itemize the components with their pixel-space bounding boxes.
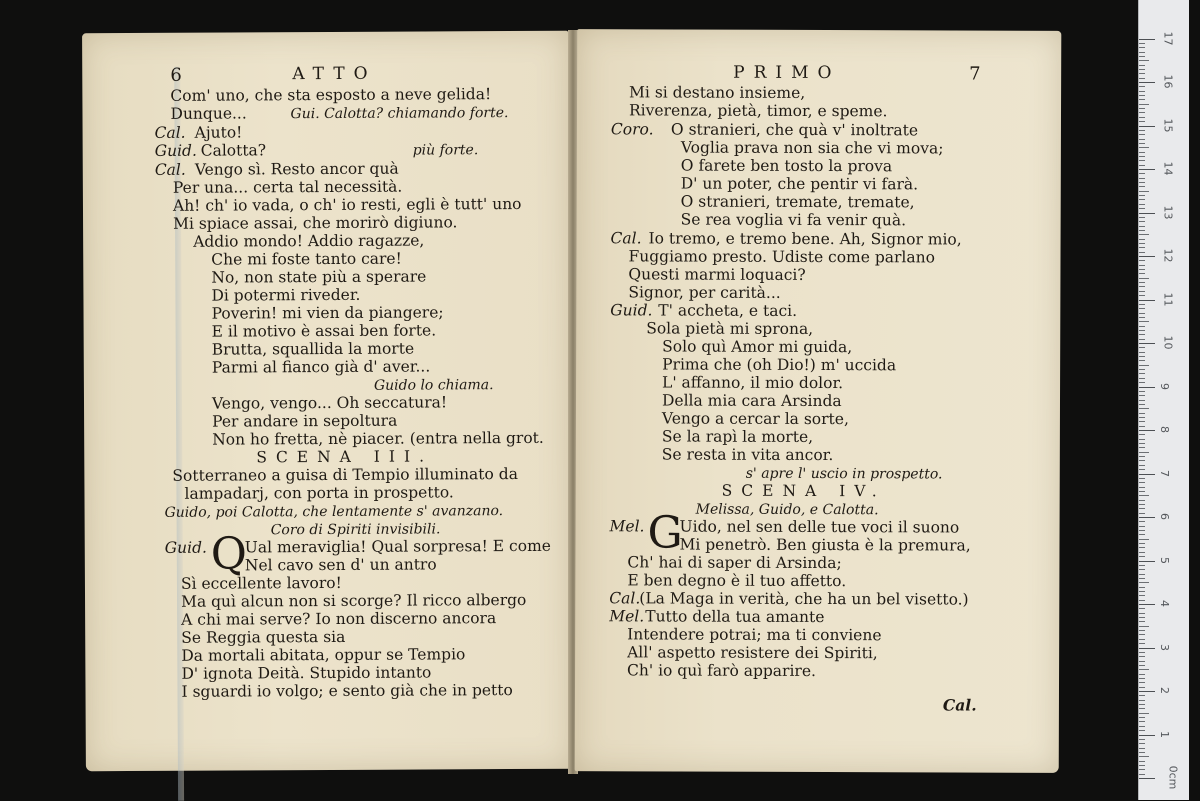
text-line: Tutto della tua amante [645,607,825,627]
ruler-tick [1139,143,1145,144]
ruler-tick [1139,713,1149,714]
ruler-tick [1139,765,1145,766]
ruler-tick [1139,373,1145,374]
ruler-tick [1139,160,1145,161]
ruler-tick [1139,321,1149,322]
ruler-tick [1139,717,1145,718]
ruler-tick [1139,743,1145,744]
ruler-tick [1139,173,1145,174]
ruler-label: 14 [1161,161,1175,176]
ruler-tick [1139,739,1145,740]
text-line: Fuggiamo presto. Udiste come parlano [628,247,936,267]
ruler-tick [1139,65,1145,66]
text-line: Riverenza, pietà, timor, e speme. [628,101,888,121]
ruler-tick [1139,169,1155,170]
ruler-label: 2 [1158,687,1171,694]
ruler-tick [1139,291,1145,292]
ruler-tick [1139,643,1145,644]
ruler-tick [1139,330,1145,331]
ruler-tick [1139,495,1149,496]
catchword: Cal. [942,695,977,715]
left-page [82,31,572,772]
ruler-label: 12 [1161,248,1175,263]
ruler-tick [1139,195,1145,196]
right-page-number: 7 [969,63,981,85]
ruler-tick [1139,39,1155,40]
speaker-label: Cal. [154,160,186,179]
text-line: Ajuto! [194,123,243,142]
text-line: Parmi al fianco già d' aver... [211,357,431,377]
ruler-tick [1139,221,1145,222]
text-line: Sola pietà mi sprona, [646,319,814,338]
ruler-tick [1139,526,1145,527]
ruler-tick [1139,513,1145,514]
stage-direction: Guido, poi Calotta, che lentamente s' avanzano. [164,503,504,521]
ruler-tick [1139,634,1145,635]
ruler-tick [1139,269,1145,270]
speaker-label: Cal. [154,123,186,142]
text-line: Uido, nel sen delle tue voci il suono [679,517,960,537]
ruler-tick [1139,482,1145,483]
text-line: Non ho fretta, nè piacer. (entra nella grot. [212,428,544,449]
text-line: O stranieri, che quà v' inoltrate [670,120,919,140]
ruler-tick [1139,239,1145,240]
ruler-tick [1139,591,1145,592]
ruler-tick [1139,56,1145,57]
ruler-tick [1139,404,1145,405]
ruler-tick [1139,82,1155,83]
ruler-tick [1139,334,1145,335]
ruler-label: 4 [1158,600,1171,607]
ruler-tick [1139,613,1145,614]
ruler-tick [1139,391,1145,392]
ruler-tick [1139,395,1145,396]
text-line: Sì eccellente lavoro! [180,573,342,593]
text-line: Se la rapì la morte, [661,427,814,446]
ruler-tick [1139,360,1145,361]
stage-direction: Gui. Calotta? chiamando forte. [290,105,509,123]
text-line: Io tremo, e tremo bene. Ah, Signor mio, [648,229,962,249]
text-line: lampadarj, con porta in prospetto. [184,483,454,503]
ruler-tick [1139,652,1145,653]
ruler-tick [1139,552,1145,553]
text-line: Di potermi riveder. [211,285,361,305]
text-line: Nel cavo sen d' un antro [244,555,437,575]
ruler-tick [1139,682,1145,683]
ruler-tick [1139,252,1145,253]
ruler-tick [1139,578,1145,579]
ruler-tick [1139,700,1145,701]
text-line: Vengo sì. Resto ancor quà [194,159,399,179]
ruler-tick [1139,774,1145,775]
ruler-tick [1139,317,1145,318]
text-line: Mi spiace assai, che morirò digiuno. [173,213,458,233]
ruler-tick [1139,278,1149,279]
ruler-tick [1139,604,1155,605]
text-line: Ch' hai di saper di Arsinda; [627,553,842,573]
ruler-tick [1139,99,1145,100]
text-line: Ual meraviglia! Qual sorpresa! E come [244,536,551,557]
ruler-tick [1139,530,1145,531]
ruler-label: 17 [1161,31,1175,45]
ruler-tick [1139,778,1155,779]
ruler-label: 8 [1158,426,1171,433]
ruler-tick [1139,504,1145,505]
ruler-label: 11 [1161,292,1175,306]
ruler-tick [1139,413,1145,414]
ruler-tick [1139,669,1149,670]
ruler-tick [1139,426,1145,427]
text-line: Se resta in vita ancor. [661,445,834,465]
left-running-head: ATTO [292,63,377,85]
ruler-tick [1139,617,1145,618]
speaker-label: Cal. [610,229,642,248]
ruler-tick [1139,69,1145,70]
text-line: D' ignota Deità. Stupido intanto [181,663,432,683]
speaker-label: Mel. [609,517,645,536]
ruler-label: 3 [1158,643,1171,651]
ruler-tick [1139,556,1145,557]
ruler-tick [1139,365,1149,366]
ruler-tick [1139,500,1145,501]
ruler-tick [1139,382,1145,383]
text-line: Questi marmi loquaci? [628,265,806,284]
ruler-tick [1139,417,1145,418]
speaker-label: Cal. [609,589,641,608]
speaker-label: Mel. [609,607,645,626]
text-line: L' affanno, il mio dolor. [662,373,844,393]
ruler-tick [1139,104,1149,105]
ruler-tick [1139,204,1145,205]
ruler-tick [1139,452,1149,453]
text-line: Mi penetrò. Ben giusta è la premura, [679,535,971,555]
ruler-tick [1139,421,1145,422]
ruler-tick [1139,78,1145,79]
ruler-tick [1139,352,1145,353]
ruler-label: 10 [1161,335,1175,350]
ruler-tick [1139,735,1155,736]
ruler-tick [1139,721,1145,722]
text-line: Vengo, vengo... Oh seccatura! [211,393,448,413]
scene-heading: SCENA III. [256,447,434,467]
ruler-tick [1139,430,1155,431]
ruler-label: 7 [1158,469,1171,477]
ruler-tick [1139,487,1145,488]
text-line: Se Reggia questa sia [181,627,346,647]
text-line: (La Maga in verità, che ha un bel visetto.) [639,589,969,609]
ruler-tick [1139,695,1145,696]
text-line: Ch' io quì farò apparire. [627,661,816,680]
ruler-tick [1139,369,1145,370]
ruler-tick [1139,308,1145,309]
ruler-tick [1139,447,1145,448]
ruler-tick [1139,665,1145,666]
speaker-label: Guid. [154,141,197,160]
ruler-label: 1 [1158,730,1171,738]
ruler-tick [1139,539,1149,540]
ruler-tick [1139,213,1155,214]
ruler-tick [1139,439,1145,440]
ruler-tick [1139,156,1145,157]
text-line: Ah! ch' io vada, o ch' io resti, egli è tutt' uno [172,194,522,215]
ruler-tick [1139,112,1145,113]
ruler-tick [1139,534,1145,535]
ruler-tick [1139,130,1145,131]
speaker-label: Guid. [164,538,207,557]
ruler-tick [1139,134,1145,135]
text-line: Addio mondo! Addio ragazze, [193,231,425,251]
ruler-tick [1139,626,1149,627]
text-line: A chi mai serve? Io non discerno ancora [181,609,497,629]
text-line: Da mortali abitata, oppur se Tempio [181,645,466,665]
text-line: Poverin! mi vien da piangere; [211,303,444,323]
text-line: Se rea voglia vi fa venir quà. [680,210,907,230]
stage-direction: Guido lo chiama. [373,377,494,394]
text-line: Mi si destano insieme, [629,83,806,102]
ruler-tick [1139,91,1145,92]
ruler-tick [1139,273,1145,274]
ruler-tick [1139,243,1145,244]
ruler-tick [1139,121,1145,122]
ruler-tick [1139,152,1145,153]
ruler-tick [1139,704,1145,705]
ruler-tick [1139,147,1149,148]
ruler-tick [1139,460,1145,461]
text-line: Dunque... [170,104,247,123]
ruler-tick [1139,582,1149,583]
speaker-label: Guid. [610,301,653,320]
ruler-label: 16 [1161,74,1175,89]
measuring-ruler [1138,0,1189,800]
ruler-tick [1139,621,1145,622]
text-line: I sguardi io volgo; e sento già che in petto [181,681,513,701]
ruler-tick [1139,387,1155,388]
ruler-tick [1139,182,1145,183]
ruler-label: 5 [1158,556,1171,564]
ruler-tick [1139,247,1145,248]
text-line: Calotta? [200,141,267,160]
text-line: E ben degno è il tuo affetto. [627,571,847,591]
ruler-tick [1139,687,1145,688]
ruler-tick [1139,300,1155,301]
drop-cap: G [647,507,683,559]
ruler-tick [1139,474,1155,475]
scene-heading: SCENA IV. [721,481,886,501]
ruler-tick [1139,691,1155,692]
drop-cap: Q [210,528,248,580]
ruler-tick [1139,543,1145,544]
text-line: T' accheta, e taci. [658,301,798,320]
ruler-tick [1139,661,1145,662]
ruler-tick [1139,508,1145,509]
ruler-label: 9 [1158,382,1171,390]
ruler-tick [1139,139,1145,140]
text-line: No, non state più a sperare [211,267,427,287]
ruler-tick [1139,456,1145,457]
ruler-tick [1139,608,1145,609]
ruler-tick [1139,234,1149,235]
ruler-label: 0cm [1166,765,1180,790]
ruler-tick [1139,117,1145,118]
stage-direction: Melissa, Guido, e Calotta. [695,501,879,519]
text-line: Vengo a cercar la sorte, [661,409,849,429]
ruler-tick [1139,73,1145,74]
text-line: Voglia prava non sia che vi mova; [680,138,944,158]
ruler-tick [1139,517,1155,518]
text-line: Solo quì Amor mi guida, [662,337,853,357]
ruler-tick [1139,52,1145,53]
stage-direction: più forte. [412,142,479,159]
ruler-tick [1139,708,1145,709]
ruler-tick [1139,304,1145,305]
text-line: Sotterraneo a guisa di Tempio illuminato da [172,465,518,485]
ruler-tick [1139,639,1145,640]
text-line: Com' uno, che sta esposto a neve gelida! [170,85,492,105]
ruler-tick [1139,521,1145,522]
ruler-tick [1139,761,1145,762]
ruler-tick [1139,208,1145,209]
ruler-tick [1139,547,1145,548]
ruler-tick [1139,678,1145,679]
ruler-tick [1139,600,1145,601]
ruler-tick [1139,282,1145,283]
text-line: Intendere potrai; ma ti conviene [627,625,882,645]
text-line: Della mia cara Arsinda [661,391,842,411]
left-page-number: 6 [170,64,182,86]
ruler-tick [1139,60,1149,61]
ruler-tick [1139,674,1145,675]
ruler-tick [1139,295,1145,296]
ruler-tick [1139,469,1145,470]
ruler-tick [1139,434,1145,435]
text-line: D' un poter, che pentir vi farà. [680,174,919,194]
ruler-tick [1139,443,1145,444]
speaker-label: Coro. [610,120,654,139]
stage-direction: Coro di Spiriti invisibili. [270,521,441,539]
text-line: Per una... certa tal necessità. [172,177,403,197]
ruler-tick [1139,343,1155,344]
ruler-tick [1139,226,1145,227]
ruler-tick [1139,178,1145,179]
ruler-tick [1139,748,1145,749]
text-line: O stranieri, tremate, tremate, [680,192,915,212]
text-line: Ma quì alcun non si scorge? Il ricco albergo [181,590,527,611]
ruler-tick [1139,326,1145,327]
ruler-tick [1139,256,1155,257]
ruler-tick [1139,400,1145,401]
ruler-tick [1139,47,1145,48]
ruler-tick [1139,43,1145,44]
ruler-tick [1139,769,1145,770]
stage-direction: s' apre l' uscio in prospetto. [745,465,943,483]
ruler-tick [1139,656,1145,657]
text-line: Brutta, squallida la morte [211,339,415,359]
ruler-tick [1139,199,1145,200]
ruler-tick [1139,313,1145,314]
ruler-tick [1139,347,1145,348]
ruler-tick [1139,217,1145,218]
ruler-tick [1139,356,1145,357]
ruler-tick [1139,574,1145,575]
ruler-tick [1139,339,1145,340]
ruler-tick [1139,230,1145,231]
ruler-tick [1139,186,1145,187]
ruler-tick [1139,265,1145,266]
ruler-tick [1139,378,1145,379]
right-running-head: PRIMO [733,62,841,84]
ruler-tick [1139,565,1145,566]
text-line: O farete ben tosto la prova [680,156,893,176]
ruler-tick [1139,752,1145,753]
ruler-tick [1139,569,1145,570]
text-line: All' aspetto resistere dei Spiriti, [627,643,878,663]
text-line: Per andare in sepoltura [212,411,398,431]
ruler-tick [1139,726,1145,727]
text-line: Prima che (oh Dio!) m' uccida [662,355,897,375]
ruler-tick [1139,587,1145,588]
ruler-tick [1139,630,1145,631]
ruler-tick [1139,648,1155,649]
ruler-tick [1139,756,1149,757]
ruler-tick [1139,595,1145,596]
ruler-label: 6 [1158,513,1171,520]
right-page [575,29,1062,773]
ruler-tick [1139,126,1155,127]
text-line: E il motivo è assai ben forte. [211,321,437,341]
ruler-label: 13 [1161,205,1175,219]
ruler-tick [1139,108,1145,109]
ruler-label: 15 [1161,118,1175,132]
ruler-tick [1139,286,1145,287]
text-line: Signor, per carità... [628,283,781,302]
ruler-tick [1139,408,1149,409]
ruler-tick [1139,165,1145,166]
text-line: Che mi foste tanto care! [211,249,402,269]
ruler-tick [1139,465,1145,466]
ruler-tick [1139,95,1145,96]
ruler-tick [1139,260,1145,261]
ruler-tick [1139,86,1145,87]
ruler-tick [1139,478,1145,479]
ruler-tick [1139,561,1155,562]
ruler-tick [1139,191,1149,192]
ruler-tick [1139,730,1145,731]
ruler-tick [1139,491,1145,492]
